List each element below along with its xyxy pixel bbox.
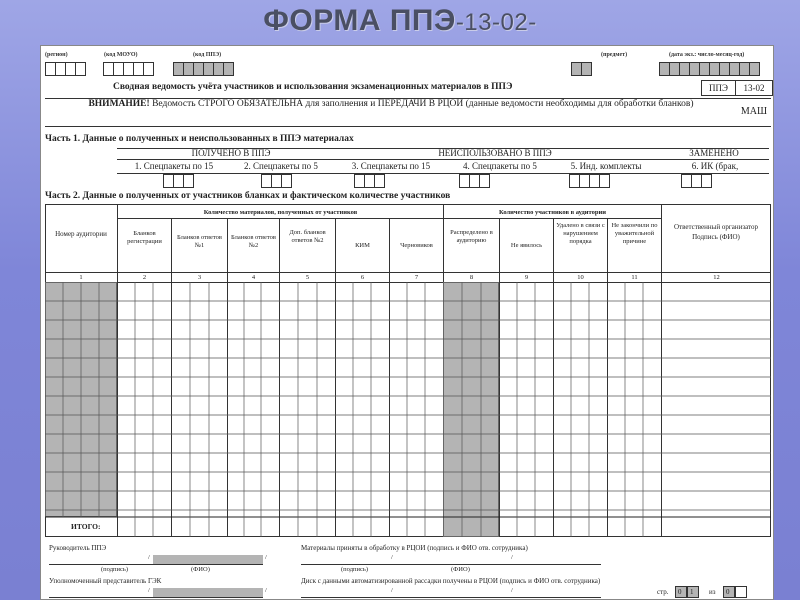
form-sheet: (регион) (код МОУО) (код ППЭ) (предмет) (дата экз.: число-месяц-год) Сводная ведомость учёта участников и использования экзаменационных материалов в ППЭ ППЭ 13-02 ВНИМАНИЕ! Ведомость СТРОГО ОБЯЗАТЕЛЬНА для заполнения и ПЕРЕДАЧИ В РЦОИ (данные ведомости необходимы для обработки бланков) МАШ Часть 1. Данные о полученных и неиспользованных в ППЭ материалах ПОЛУЧЕНО В ППЭ НЕИСПОЛЬЗОВАНО В ППЭ ЗАМЕНЕНО 1. Спецпакеты по 15 2. Спецпакеты по 5 3. Спецпакеты по 15 4. Спецпакеты по 5 5. Инд. комплекты 6. ИК (брак, Часть 2. Данные о полученных от участников бланках и фактическом количестве участников Количество материалов, полученных от участников Количество участников в аудитории Номер аудитории Ответственный организатор Подпись (ФИО) Бланков регистрации Бланков ответов №1 Бланков ответов №2 Доп. бланков ответов №2 КИМ Черновиков Распределено в аудиторию Не явилось Удалено в связи с нарушением порядка Не закончили по уважительной причине 1 2 3 4 5 6 7 8 9 10 11 12 ИТОГО: Руководитель ППЭ Материалы приняты в обработку в РЦОИ (подпись и ФИО отв. сотрудника) / / / / (подпись) (ФИО) (подпись) (ФИО) Уполномоченный представитель ГЭК Диск с данными автоматизированной рассадки получены в РЦОИ (подпись и ФИО отв. сотрудника) / / / / стр. 0 1 из 0 (40, 45, 774, 600)
subheader-kim: КИМ (355, 242, 370, 249)
part1-title: Часть 1. Данные о полученных и неиспользованных в ППЭ материалах (45, 134, 354, 144)
subheader-unfinished: Не закончили по уважительной причине (611, 222, 658, 245)
part1-cells-3[interactable] (354, 174, 384, 188)
part1-group-replaced: ЗАМЕНЕНО (689, 148, 739, 158)
part1-cells-1[interactable] (163, 174, 193, 188)
attention-note (61, 99, 721, 110)
ppe-cells[interactable] (173, 62, 233, 76)
part2-title: Часть 2. Данные о полученных от участников бланках и фактическом количестве участников (45, 191, 451, 201)
part1-col-2: 2. Спецпакеты по 5 (244, 161, 318, 171)
part1-col-1: 1. Спецпакеты по 15 (134, 161, 214, 171)
col-num-1: 1 (79, 274, 83, 281)
part1-cells-4[interactable] (459, 174, 489, 188)
ppe-label: (код ППЭ) (193, 52, 222, 58)
col-num-4: 4 (251, 274, 256, 281)
date-label: (дата экз.: число-месяц-год) (669, 52, 745, 58)
date-cells[interactable] (659, 62, 759, 76)
total-digit-1-text: 0 (726, 588, 730, 596)
subheader-removed: Удалено в связи с нарушением порядка (556, 222, 605, 245)
total-digit-2[interactable] (735, 586, 747, 598)
slide-title (0, 4, 800, 38)
subheader-draft: Черновиков (400, 242, 433, 249)
subheader-reg: Бланков регистрации (127, 230, 162, 245)
col-num-8: 8 (469, 274, 474, 281)
of-label: из (709, 588, 716, 596)
form-code-b: 13-02 (743, 83, 765, 93)
col-num-10: 10 (577, 274, 584, 281)
footer-gek-fio-field[interactable] (153, 588, 263, 597)
footer-disk-received: Диск с данными автоматизированной рассадки получены в РЦОИ (подпись и ФИО отв. сотрудника) (301, 577, 601, 585)
col-num-7: 7 (414, 274, 419, 281)
footer-fio-2: (ФИО) (451, 566, 470, 573)
slide-title-main: ФОРМА ППЭ (263, 4, 456, 37)
part1-cells-2[interactable] (261, 174, 291, 188)
footer-fio-1: (ФИО) (191, 566, 210, 573)
col-num-9: 9 (524, 274, 529, 281)
form-code-c: МАШ (740, 106, 768, 117)
group-a-header: Количество материалов, полученных от участников (203, 209, 358, 216)
table-body-grid[interactable] (45, 282, 771, 537)
subject-cells[interactable] (571, 62, 591, 76)
footer-gek-rep: Уполномоченный представитель ГЭК (49, 577, 162, 585)
page-digit-1-text: 0 (678, 588, 682, 596)
subheader-distributed: Распределено в аудиторию (450, 229, 493, 244)
subheader-dop: Доп. бланков ответов №2 (289, 229, 326, 244)
col-num-6: 6 (360, 274, 365, 281)
col-num-11: 11 (631, 274, 638, 281)
col-num-5: 5 (305, 274, 310, 281)
subheader-ans2: Бланков ответов №2 (230, 234, 277, 249)
part1-col-5: 5. Инд. комплекты (570, 161, 642, 171)
footer-sign-1: (подпись) (101, 566, 128, 573)
part1-col-3: 3. Спецпакеты по 15 (351, 161, 431, 171)
col12-header: Ответственный организатор Подпись (ФИО) (674, 223, 758, 241)
col1-header: Номер аудитории (55, 230, 107, 238)
form-title: Сводная ведомость учёта участников и использования экзаменационных материалов в ППЭ (113, 82, 513, 92)
part1-group-received: ПОЛУЧЕНО В ППЭ (191, 148, 271, 158)
part1-col-6: 6. ИК (брак, (691, 161, 739, 171)
subheader-absent: Не явилось (510, 242, 543, 249)
footer-sign-2: (подпись) (341, 566, 368, 573)
part1-group-unused: НЕИСПОЛЬЗОВАНО В ППЭ (438, 148, 552, 158)
form-code-a: ППЭ (709, 83, 728, 93)
region-cells[interactable] (45, 62, 85, 76)
footer-head-ppe: Руководитель ППЭ (49, 544, 107, 552)
part1-col-4: 4. Спецпакеты по 5 (463, 161, 537, 171)
footer-head-ppe-fio-field[interactable] (153, 555, 263, 564)
group-b-header: Количество участников в аудитории (498, 209, 606, 216)
mouo-cells[interactable] (103, 62, 153, 76)
col-num-3: 3 (197, 274, 202, 281)
mouo-label: (код МОУО) (104, 52, 138, 58)
page-label: стр. (657, 588, 669, 596)
region-label: (регион) (45, 52, 68, 58)
slide-title-number: -13-02- (455, 9, 537, 36)
total-label: ИТОГО: (71, 522, 101, 531)
col-num-2: 2 (142, 274, 147, 281)
part1-cells-5[interactable] (569, 174, 609, 188)
subheader-ans1: Бланков ответов №1 (176, 234, 223, 249)
attention-text: Ведомость СТРОГО ОБЯЗАТЕЛЬНА для заполнения и ПЕРЕДАЧИ В РЦОИ (данные ведомости необходимы для обработки бланков) (149, 99, 694, 109)
col-num-12: 12 (713, 274, 720, 281)
part1-cells-6[interactable] (681, 174, 711, 188)
page-digit-2-text: 1 (690, 588, 694, 596)
subject-label: (предмет) (601, 52, 628, 58)
footer-materials-accepted: Материалы приняты в обработку в РЦОИ (подпись и ФИО отв. сотрудника) (301, 544, 528, 552)
attention-bold: ВНИМАНИЕ! (88, 99, 150, 109)
